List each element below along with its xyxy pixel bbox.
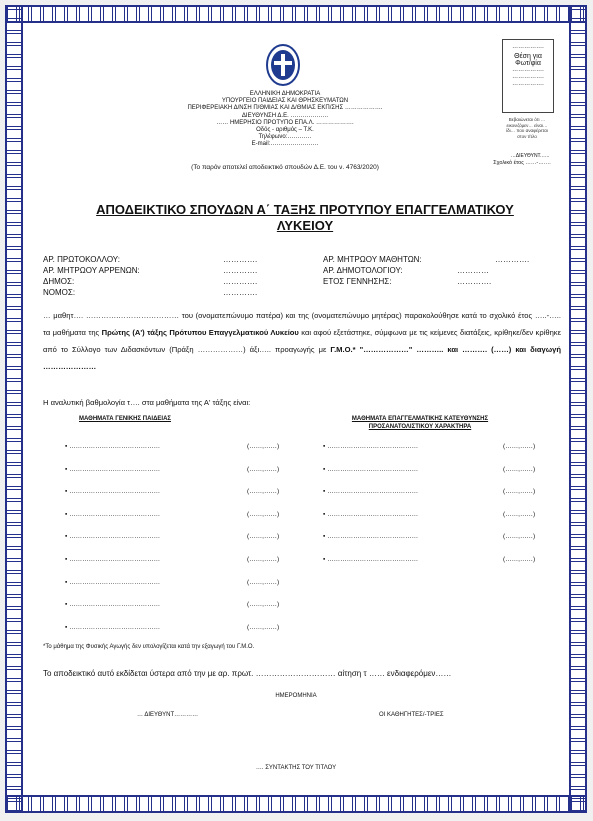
header-line: ΠΕΡΙΦΕΡΕΙΑΚΗ Δ/ΝΣΗ Π/ΘΜΙΑΣ ΚΑΙ Δ/ΘΜΙΑΣ ΕΚΠ/ΣΗΣ ………………. [187,105,383,112]
heading-line: ΜΑΘΗΜΑΤΑ ΕΠΑΓΓΕΛΜΑΤΙΚΗΣ ΚΑΤΕΥΘΥΝΣΗΣ [351,416,489,422]
meander-border-top [5,5,587,23]
subject-name: ▪ …………………………………… [65,623,161,631]
subject-grade: (……,……) [247,533,280,541]
author-signature: …. ΣΥΝΤΑΚΤΗΣ ΤΟΥ ΤΙΤΛΟΥ [255,765,337,771]
field-birth-year-label: ΕΤΟΣ ΓΕΝΝΗΣΗΣ: [323,277,392,286]
photo-caption [497,117,557,139]
meander-border-right [569,5,587,813]
caption-line: στον τίτλο [517,133,537,139]
paragraph-text: και αφού εξετάστηκε, σύμφωνα με τις κείμενες διατάξεις, κρίθηκε/δεν κρίθηκε από το Σύλλογο των Διδασκόντων (Πράξη ………………) άξι….. προαγωγής με [43,328,561,354]
subject-grade: (……,……) [503,488,536,496]
field-student-registry-value: …………. [495,255,530,264]
field-prefecture-label: ΝΟΜΟΣ: [43,288,76,297]
photo-dots: ……………. [512,44,544,50]
grades-intro: Η αναλυτική βαθμολογία τ…. στα μαθήματα της Α' τάξης είναι: [43,398,251,407]
field-male-registry-label: ΑΡ. ΜΗΤΡΩΟΥ ΑΡΡΕΝΩΝ: [43,266,140,275]
header-block [115,91,455,149]
photo-dots: ……………. [512,74,544,80]
header-line: ΔΙΕΥΘΥΝΣΗ Δ.Ε. ………………. [241,112,329,119]
subject-name: ▪ …………………………………… [65,601,161,609]
meander-border-bottom [5,795,587,813]
subject-grade: (……,……) [503,556,536,563]
title-line: ΛΥΚΕΙΟΥ [276,218,334,233]
title-line: ΑΠΟΔΕΙΚΤΙΚΟ ΣΠΟΥΔΩΝ Α΄ ΤΑΞΗΣ ΠΡΟΤΥΠΟΥ ΕΠΑΓΓΕΛΜΑΤΙΚΟΥ [96,202,514,217]
subject-name: ▪ …………………………………… [323,533,419,541]
subject-grade: (……,……) [503,533,536,541]
subject-name: ▪ …………………………………… [65,533,161,541]
header-line: E-mail:…………………… [251,141,319,148]
subject-grade: (……,……) [247,623,280,631]
subject-grade: (……,……) [247,556,280,563]
caption-line: Βεβαιώνεται ότι … [508,117,546,122]
footnote: *Το μάθημα της Φυσικής Αγωγής δεν υπολογίζεται κατά την εξαγωγή του Γ.Μ.Ο. [43,644,255,650]
photo-placeholder [502,39,554,113]
field-prefecture-value: …………. [223,288,258,297]
director-signature: … ΔΙΕΥΘΥΝΤ………… [137,712,199,718]
subject-name: ▪ …………………………………… [65,465,161,473]
certificate-paragraph [43,307,561,375]
paragraph-text: … μαθητ…. ………….…………………… του (ονοματεπώνυμο πατέρα) και της (ονοματεπώνυμο μητέρας) παρακολούθησε κατά το σχολικό έτος …..-….. τα μαθήματα της [43,311,561,337]
teachers-signature: ΟΙ ΚΑΘΗΓΗΤΕΣ/-ΤΡΙΕΣ [379,712,444,718]
subject-name: ▪ …………………………………… [65,443,161,450]
field-civic-registry-value: ………… [457,266,489,275]
subject-name: ▪ …………………………………… [323,443,419,450]
field-student-registry-label: ΑΡ. ΜΗΤΡΩΟΥ ΜΑΘΗΤΩΝ: [323,255,422,264]
subject-name: ▪ …………………………………… [65,556,161,563]
heading-line: ΠΡΟΣΑΝΑΤΟΛΙΣΤΙΚΟΥ ΧΑΡΑΚΤΗΡΑ [368,424,472,430]
paragraph-bold: Πρώτης (Α') τάξης Πρότυπου Επαγγελματικού Λυκείου [101,328,299,337]
photo-dots: ……………. [512,67,544,73]
header-line: ΕΛΛΗΝΙΚΗ ΔΗΜΟΚΡΑΤΙΑ [249,91,321,97]
subject-name: ▪ …………………………………… [323,510,419,518]
subject-name: ▪ …………………………………… [323,556,419,563]
subject-name: ▪ …………………………………… [323,488,419,496]
header-line: Οδός - αριθμός – Τ.Κ. [256,127,314,134]
field-civic-registry-label: ΑΡ. ΔΗΜΟΤΟΛΟΓΙΟΥ: [323,266,403,275]
header-line: Τηλέφωνο:………… [258,134,312,141]
vocational-subjects-heading [310,415,530,431]
general-subjects-heading: ΜΑΘΗΜΑΤΑ ΓΕΝΙΚΗΣ ΠΑΙΔΕΙΑΣ [78,416,171,422]
header-note: (Το παρόν αποτελεί αποδεικτικό σπουδών Δ.Ε. του ν. 4763/2020) [191,164,379,171]
subject-grade: (……,……) [247,510,280,518]
subject-grade: (……,……) [503,443,536,450]
paragraph-bold: Γ.Μ.Ο.* "………………" ……….. και ………. (……) και διαγωγή ………………… [43,345,561,371]
subject-grade: (……,……) [247,443,280,450]
field-municipality-label: ΔΗΜΟΣ: [43,277,75,286]
issued-line: Το αποδεικτικό αυτό εκδίδεται ύστερα από την με αρ. πρωτ. ………………………… αίτηση τ …… ενδιαφερόμεν…… [43,669,452,678]
school-year: Σχολικό έτος ……-……. [493,160,551,166]
subject-grade: (……,……) [247,601,280,609]
subject-grade: (……,……) [247,488,280,496]
photo-director: …ΔΙΕΥΘΥΝΤ.….. [510,153,550,159]
date-label: ΗΜΕΡΟΜΗΝΙΑ [275,693,317,699]
caption-line: ίδι… που αναφέρεται [506,128,548,133]
subject-grade: (……,……) [503,465,536,473]
field-male-registry-value: …………. [223,266,258,275]
subject-name: ▪ …………………………………… [65,578,161,586]
photo-label: Φωτ/φία [515,60,541,67]
field-protocol-label: ΑΡ. ΠΡΩΤΟΚΟΛΛΟΥ: [43,255,120,264]
subject-name: ▪ …………………………………… [323,465,419,473]
photo-dots: ……………. [512,81,544,87]
field-municipality-value: …………. [223,277,258,286]
meander-border-left [5,5,23,813]
subject-grade: (……,……) [503,510,536,518]
caption-line: εικονιζόμεν… είναι… [506,122,548,128]
document-title [45,202,565,234]
document-page [5,5,587,813]
photo-label: Θέση για [514,53,542,60]
header-line: ΥΠΟΥΡΓΕΙΟ ΠΑΙΔΕΙΑΣ ΚΑΙ ΘΡΗΣΚΕΥΜΑΤΩΝ [221,98,349,105]
subject-grade: (……,……) [247,578,280,586]
greek-emblem-icon [265,43,301,87]
subject-name: ▪ …………………………………… [65,488,161,496]
header-line: …… ΗΜΕΡΗΣΙΟ ΠΡΟΤΥΠΟ ΕΠΑ.Λ. ………………. [216,119,354,126]
field-birth-year-value: …………. [457,277,492,286]
field-protocol-value: …………. [223,255,258,264]
subject-name: ▪ …………………………………… [65,510,161,518]
subject-grade: (……,……) [247,465,280,473]
